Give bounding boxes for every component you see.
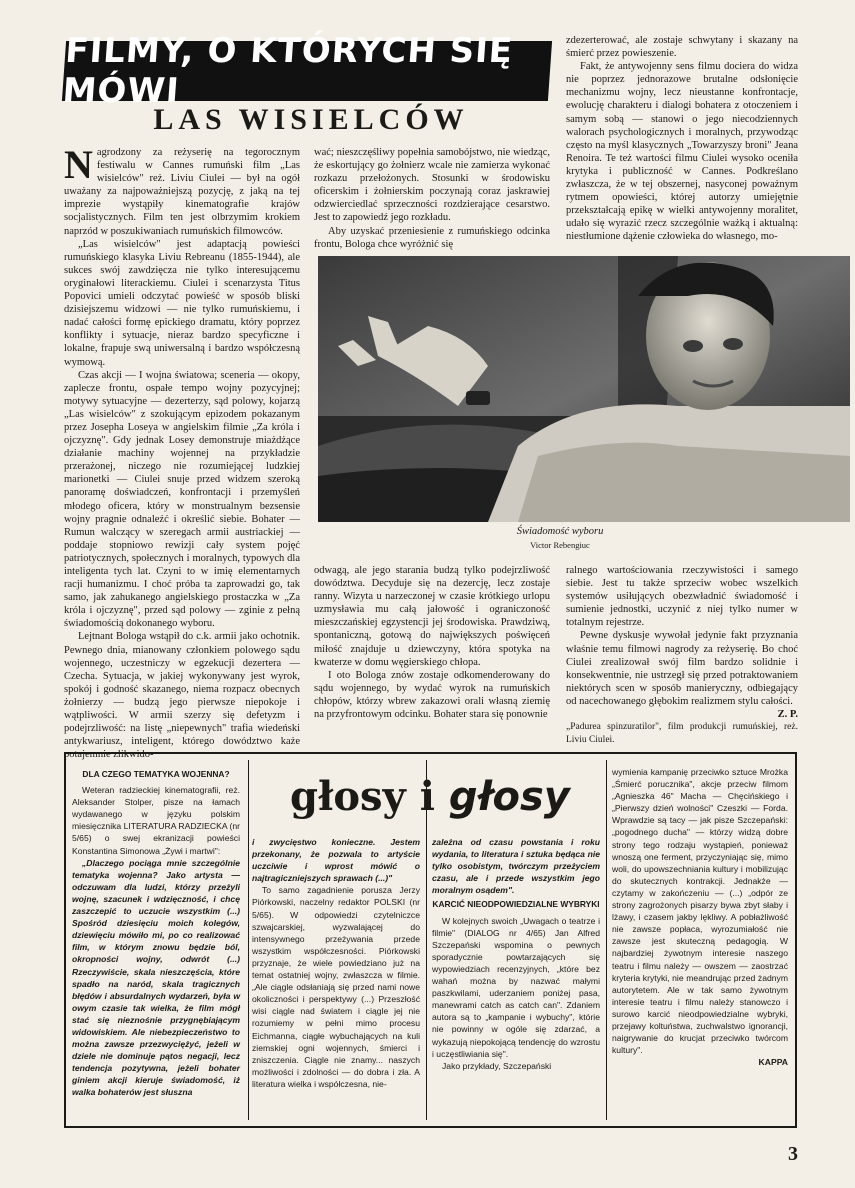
voices-paragraph: To samo zagadnienie porusza Jerzy Piórkowski, naczelny redaktor POLSKI (nr 5/65). W odpowiedzi czytelniczce szwajcarskiej, wyzwalającej do intensywnego przeżywania przede wszystkim współczesności. Piórkowski przyznaje, że wiele powiedziano już na temat ostatniej wojny, zwłaszcza w filmie. „Ale ciągle odsłaniają się przed nami nowe okoliczności i perspektywy (...) Przeszłość wisi ciągle nad światem i ciągle jej nie rozumiemy w pełni mimo procesu Eichmanna, ciągłe wybuchających na kuli ziemskiej ogni wojennych, śmierci i zniszczenia. Ciągle nie znamy... naszych możliwości i zdolności — do dobra i zła. A literatura wielka i współczesna, nie- [252, 885, 420, 1089]
article-column-2-top [314, 146, 550, 250]
voices-paragraph: W kolejnych swoich „Uwagach o teatrze i filmie" (DIALOG nr 4/65) Jan Alfred Szczepański wspomina o pewnych sporadycznie powtarzających się wypowiedziach recenzyjnych, „które bez wahań można by nazwać małymi paszkwilami, uderzaniem poniżej pasa, manewrami catch as catch can". Zdaniem autora są to „kampanie i wybuchy", którie nie powinny w ogóle się zdarzać, a wykazują niepokojącą tendencję do wzrostu i uczęstliwiania się". [432, 915, 600, 1059]
voices-title-main: głosy i [290, 773, 435, 820]
section-heading: KARCIĆ NIEODPOWIEDZIALNE WYBRYKI [432, 899, 600, 910]
article-paragraph: „Las wisielców" jest adaptacją powieści rumuńskiego klasyka Liviu Rebreanu (1855-1944), ale sukces swój zawdzięcza nie tylko interesującemu oryginałowi literackiemu. Ciulei i scenarzysta Titus Popovici umieli odczytać powieść w sposób bliski dzisiejszemu widzowi — nie tylko rumuńskiemu, i nadać całości formę epickiego dramatu, który poprzez konflikty i sytuacje, nieraz bardzo specyficzne i lokalne, frapuje swą uniwersalną i bardzo współczesną wymową. [64, 238, 300, 368]
voices-title-script: głosy [448, 774, 570, 820]
voices-paragraph: wymienia kampanię przeciwko sztuce Mrożka „Śmierć porucznika", akcje przeciw filmom „Agnieszka 46" Macha — Chęcińskiego i „Pierwszy dzień wolności" Czeszki — Forda. Wprawdzie są tacy — jak pisze Szczepański: „pogodnego ducha" — którzy widzą dobre strony tego rodzaju wystąpień, ponieważ wnoszą one ferment, przyczyniając się, mimo woli, do upowszechniania kultury i mobilizując do skutecznych kontrakcji. Jednakże — czytamy w zakończeniu — (...) „odpór ze strony zagrożonych pisarzy bywa zbyt słaby i lżawy, i czasem jakby lękliwy. A pobłażliwość nie zawsze popłaca, wyrozumiałość nie zawsze jest skuteczną pedagogią. W najbardziej żywotnym interesie naszego teatru i filmu należy — owszem — zaostrzać kryteria krytyki, nie meandrując przed żadnym autorytetem. Ale w tak samo żywotnym interesie teatru i filmu należy stanowczo i surowo karcić nieodpowiedzialne wybryki, przejawy koltuństwa, zuchwalstwo ignorancji, naigrywanie do krucjat przeciwko twórcom kultury". [612, 767, 788, 1056]
article-column-2-bottom [314, 564, 550, 744]
voices-signature: KAPPA [758, 1057, 788, 1068]
page-number: 3 [788, 1143, 798, 1165]
author-initials: Z. P. [777, 709, 798, 721]
voices-column-4 [612, 766, 788, 1120]
voices-column-3 [432, 836, 600, 1120]
article-column-1 [64, 142, 300, 761]
drop-cap: N [64, 142, 93, 187]
photo-credit: Victor Rebengiuc [530, 540, 590, 550]
article-paragraph: Pewne dyskusje wywołał jedynie fakt przyznania właśnie temu filmowi nagrody za reżyserię. Bo choć Ciulei zrealizował swój film bardzo solidnie i konsekwentnie, nie ustrzegł się przed potraktowaniem niektórych scen w sposób manieryczny, odbiegający od nacechowanego głębokim realizmem stylu całości. [566, 630, 798, 707]
article-paragraph: I oto Bologa znów zostaje odkomenderowany do sądu wojennego, by wydać wyrok na rumuńskich chłopów, którzy wbrew zakazowi orali własną ziemię na przyfrontowym odcinku. Bohater stara się ponownie [314, 669, 550, 721]
voices-paragraph: Weteran radzieckiej kinematografii, reż. Aleksander Stolper, pisze na łamach wydawanego w języku polskim miesięcznika LITERATURA RADZIECKA (nr 5/65) o swej ekranizacji powieści Konstantina Simonowa „Żywi i martwi": [72, 785, 240, 856]
article-paragraph: ralnego wartościowania rzeczywistości i samego siebie. Jest tu także sprzeciw wobec wszelkich systemów usiłujących obezwładnić świadomość i sumienie jednostki, uczynić z niej tylko numer w totalnym rejestrze. [566, 565, 798, 629]
film-still-photo [318, 256, 850, 522]
article-column-3-bottom [566, 564, 798, 752]
voices-paragraph: Jako przykłady, Szczepański [442, 1060, 552, 1071]
article-paragraph: Aby uzyskać przeniesienie z rumuńskiego odcinka frontu, Bologa chce wyróżnić się [314, 225, 550, 250]
voices-title [290, 773, 590, 833]
column-divider [248, 760, 249, 1120]
article-paragraph: wać; nieszczęśliwy popełnia samobójstwo, nie wiedząc, że eskortujący go żołnierz wcale nie zamierza wykonać rozkazu przełożonych. Stosunki w środowisku oficerskim i żołnierskim poczynają coraz jaskrawiej odzwierciedlać sprzeczności rozdzierające cesarstwo. Jest to zapowiedź jego rozkładu. [314, 147, 550, 224]
voices-quote: i zwycięstwo konieczne. Jestem przekonany, że pozwala to artyście uczciwie i wprost mówić o najtragiczniejszych sprawach (...)" [252, 837, 420, 884]
article-paragraph: Nagrodzony za reżyserię na tegorocznym festiwalu w Cannes rumuński film „Las wisielców" reż. Liviu Ciulei — był na ogół uważany za najpoważniejszą pozycję, z jaką na tej imprezie wystąpiły kinematografie krajów socjalistycznych. Film ten jest olbrzymim krokiem naprzód w poszukiwaniach rumuńskich filmowców. [64, 142, 300, 237]
article-paragraph: odwagą, ale jego starania budzą tylko podejrzliwość dowództwa. Decyduje się na dezercję, lecz zostaje ranny. Wizyta u narzeczonej w czasie krótkiego urlopu uzmysławia mu całą jałowość i ograniczoność mieszczańskiej egzystencji jej środowiska. Prawdziwą, spontaniczną, gotową do największych poświęceń miłość znajduje u dziewczyny, która spotyka na kwaterze w domu węgierskiego chłopa. [314, 565, 550, 668]
article-paragraph: Lejtnant Bologa wstąpił do c.k. armii jako ochotnik. Pewnego dnia, mianowany członkiem polowego sądu wojennego, uczestniczy w egzekucji dezertera — Czecha. Sytuacja, w jakiej wykonywany jest wyrok, spokój i godność skazanego, niema rozpacz obecnych żołnierzy — budzą jego pierwsze niepokoje i wątpliwości. W armii szerzy się defetyzm i podejrzliwość: na listę „niepewnych" trafia wiedeński antykwariusz, inteligent, którego dowództwo każe potajemnie zlikwido- [64, 631, 300, 761]
film-footnote: „Padurea spinzuratilor", film produkcji rumuńskiej, reż. Liviu Ciulei. [566, 722, 798, 746]
voices-quote: zależna od czasu powstania i roku wydania, to literatura i sztuka będąca nie tylko osobistym, twórczym przeżyciem czasu, ale i przede wszystkim jego moralnym osądem". [432, 837, 600, 896]
voices-column-2 [252, 836, 420, 1120]
section-heading: DLA CZEGO TEMATYKA WOJENNA? [82, 769, 230, 779]
article-title: LAS WISIELCÓW [153, 103, 469, 136]
voices-column-1 [72, 766, 240, 1120]
photo-caption: Świadomość wyboru [516, 526, 604, 537]
voices-quote: „Dlaczego pociąga mnie szczególnie tematyka wojenna? Jako artysta — odczuwam dla ludzi, którzy przeżyli wojnę, szacunek i wdzięczność, i chcę zaszczepić to uczucie wszystkim (...) Spośród dziesięciu moich kolegów, dziewięciu mówiło mi, po co realizować film, w którym znowu będzie ból, okropności wojny, odwrót (...) Rzeczywiście, skala nieszczęścia, które spadło na naród, skala tragicznych błędów i absurdalnych wydarzeń, była w owym czasie tak wielka, że film mógł stać się nieznośnie przygnębiającym widowiskiem. Ale niebezpieczeństwo to można zawsze przezwyciężyć, jeżeli w dziele nie dominuje pątos negacji, lecz tendencja pozytywna, jeżeli bohater giniem akcji kieruje świadomość, iż walka bohaterów jest słuszna [72, 857, 240, 1098]
article-column-3-top [566, 34, 798, 250]
film-still-image [318, 256, 850, 522]
article-paragraph: zdezerterować, ale zostaje schwytany i skazany na śmierć przez powieszenie. [566, 35, 798, 60]
article-paragraph: Fakt, że antywojenny sens filmu dociera do widza nie poprzez jednorazowe brutalne odsłonięcie mechanizmu wojny, lecz nieustanne konfrontacje, ewolucję charakteru i dialogi bohatera z otoczeniem i samym sobą — stanowi o jego niecodziennych walorach psychologicznych i moralnych, przywodząc często na myśl klasycznych „Towarzyszy broni" Jeana Renoira. Te też wartości filmu Ciulei wysoko oceniła krytyka i publiczność w Cannes. Podkreślano zwłaszcza, że w tej obszernej, nasyconej poważnym rytmem opowieści, której autorzy umiejętnie przekształcają epikę w wielki antywojenny moralitet, udało się wyrazić rzecz szczególnie ważką i aktualną: niestłumione dążenie człowieka do własnego, mo- [566, 61, 798, 243]
article-paragraph: Czas akcji — I wojna światowa; sceneria — okopy, zaplecze frontu, ospałe tempo wojny pozycyjnej; motywy sytuacyjne — dezerterzy, sąd polowy, kojarzą „Las wisielców" z szokującym epizodem pokazanym przez Josepha Loseya w angielskim filmie „Za króla i ojczyznę". Gdy jednak Losey demonstruje miażdżące działanie machiny wojennej na przykładzie przerażonej, niczego nie rozumiejącej ludzkiej marionetki — Ciulei snuje przed widzem szeroką panoramę doświadczeń, konfrontacji i przemyśleń młodego oficera, który w monstrualnym bezsensie wojny pragnie odnaleźć i określić siebie. Bohater — Rumun walczący w szeregach armii austriackiej — poddaje stopniowo rewizji cały system pojęć patriotycznych, społecznych i moralnych, typowych dla inteligenta tych lat. Czyni to w imię elementarnych racji humanizmu. I choć próba ta zaprowadzi go, tak samo, jak zahukanego angielskiego prostaczka w „Za króla i ojczyznę", przed sąd polowy — zginie z pełną świadomością dokonanego wyboru. [64, 369, 300, 630]
column-divider [606, 760, 607, 1120]
series-banner: FILMY, O KTÓRYCH SIĘ MÓWI [62, 41, 552, 101]
